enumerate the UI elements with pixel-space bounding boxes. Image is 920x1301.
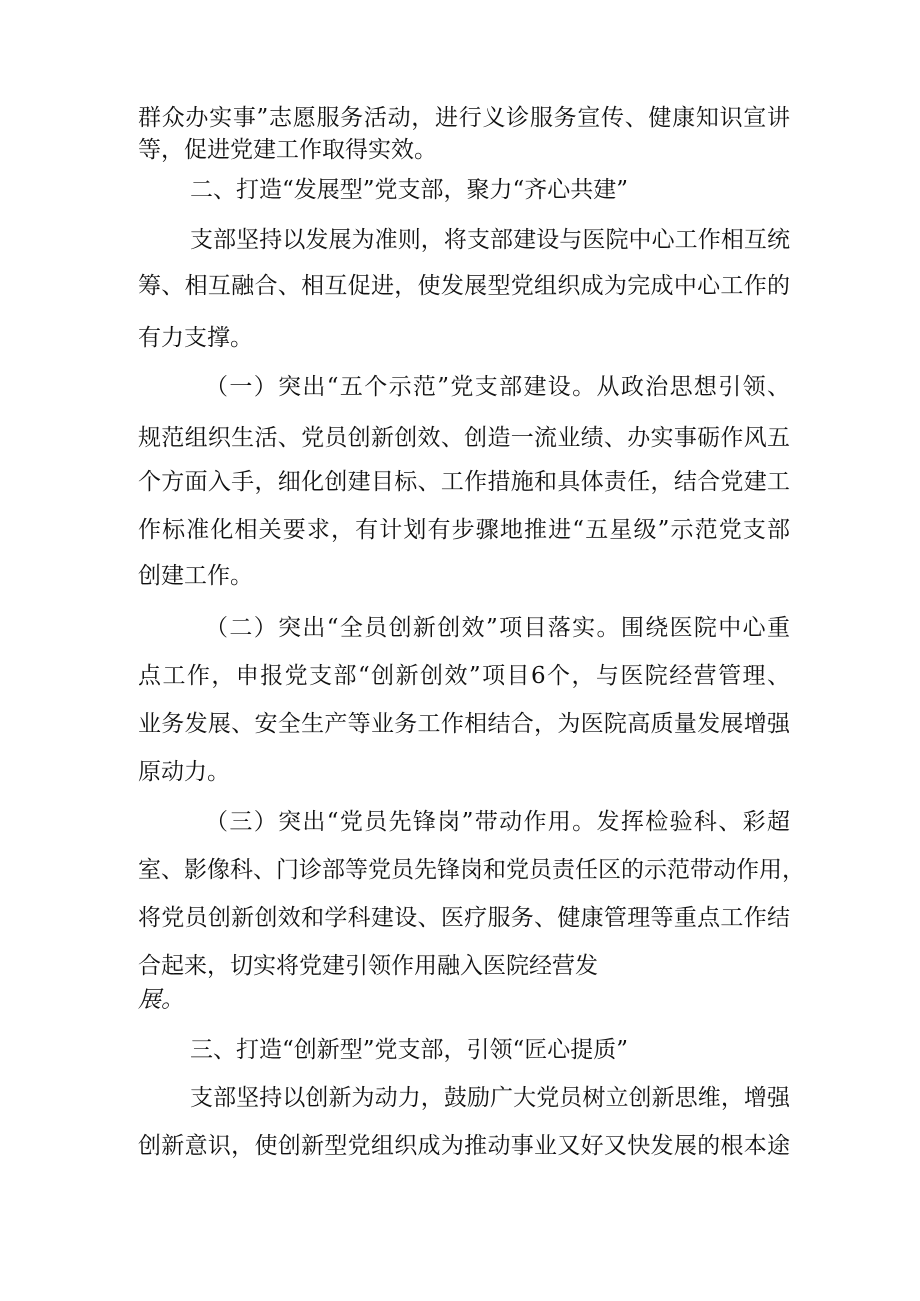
text-line: 规范组织生活、党员创新创效、创造一流业绩、办实事砺作风五 xyxy=(138,425,790,451)
text-line: 作标准化相关要求，有计划有步骤地推进“五星级”示范党支部 xyxy=(138,517,790,543)
section-heading: 三、打造“创新型”党支部，引领“匠心提质” xyxy=(190,1037,629,1063)
text-line: 创新意识，使创新型党组织成为推动事业又好又快发展的根本途 xyxy=(138,1133,790,1159)
text-line: 筹、相互融合、相互促进，使发展型党组织成为完成中心工作的 xyxy=(138,273,790,299)
text-line: 展。 xyxy=(138,987,184,1013)
text-line: 业务发展、安全生产等业务工作相结合，为医院高质量发展增强 xyxy=(138,711,790,737)
text-line: 创建工作。 xyxy=(138,563,253,589)
text-line: 原动力。 xyxy=(138,759,230,785)
text-line: 个方面入手，细化创建目标、工作措施和具体责任，结合党建工 xyxy=(138,469,790,495)
text-line: 支部坚持以创新为动力，鼓励广大党员树立创新思维，增强 xyxy=(190,1085,790,1111)
section-heading: 二、打造“发展型”党支部，聚力“齐心共建” xyxy=(190,177,629,203)
text-line: 将党员创新创效和学科建设、医疗服务、健康管理等重点工作结 xyxy=(138,905,790,931)
text-line: 点工作，申报党支部“创新创效”项目6个，与医院经营管理、 xyxy=(138,663,790,689)
text-line: 支部坚持以发展为准则，将支部建设与医院中心工作相互统 xyxy=(190,227,790,253)
text-line: 等，促进党建工作取得实效。 xyxy=(138,137,437,163)
text-line: 有力支撑。 xyxy=(138,325,253,351)
text-line: 室、影像科、门诊部等党员先锋岗和党员责任区的示范带动作用， xyxy=(138,857,805,883)
text-line: （二）突出“全员创新创效”项目落实。围绕医院中心重 xyxy=(205,615,790,641)
text-line: 群众办实事”志愿服务活动，进行义诊服务宣传、健康知识宣讲 xyxy=(138,105,790,131)
text-line: 合起来，切实将党建引领作用融入医院经营发 xyxy=(138,953,598,979)
text-line: （一）突出“五个示范”党支部建设。从政治思想引领、 xyxy=(205,374,790,400)
text-line: （三）突出“党员先锋岗”带动作用。发挥检验科、彩超 xyxy=(205,809,790,835)
